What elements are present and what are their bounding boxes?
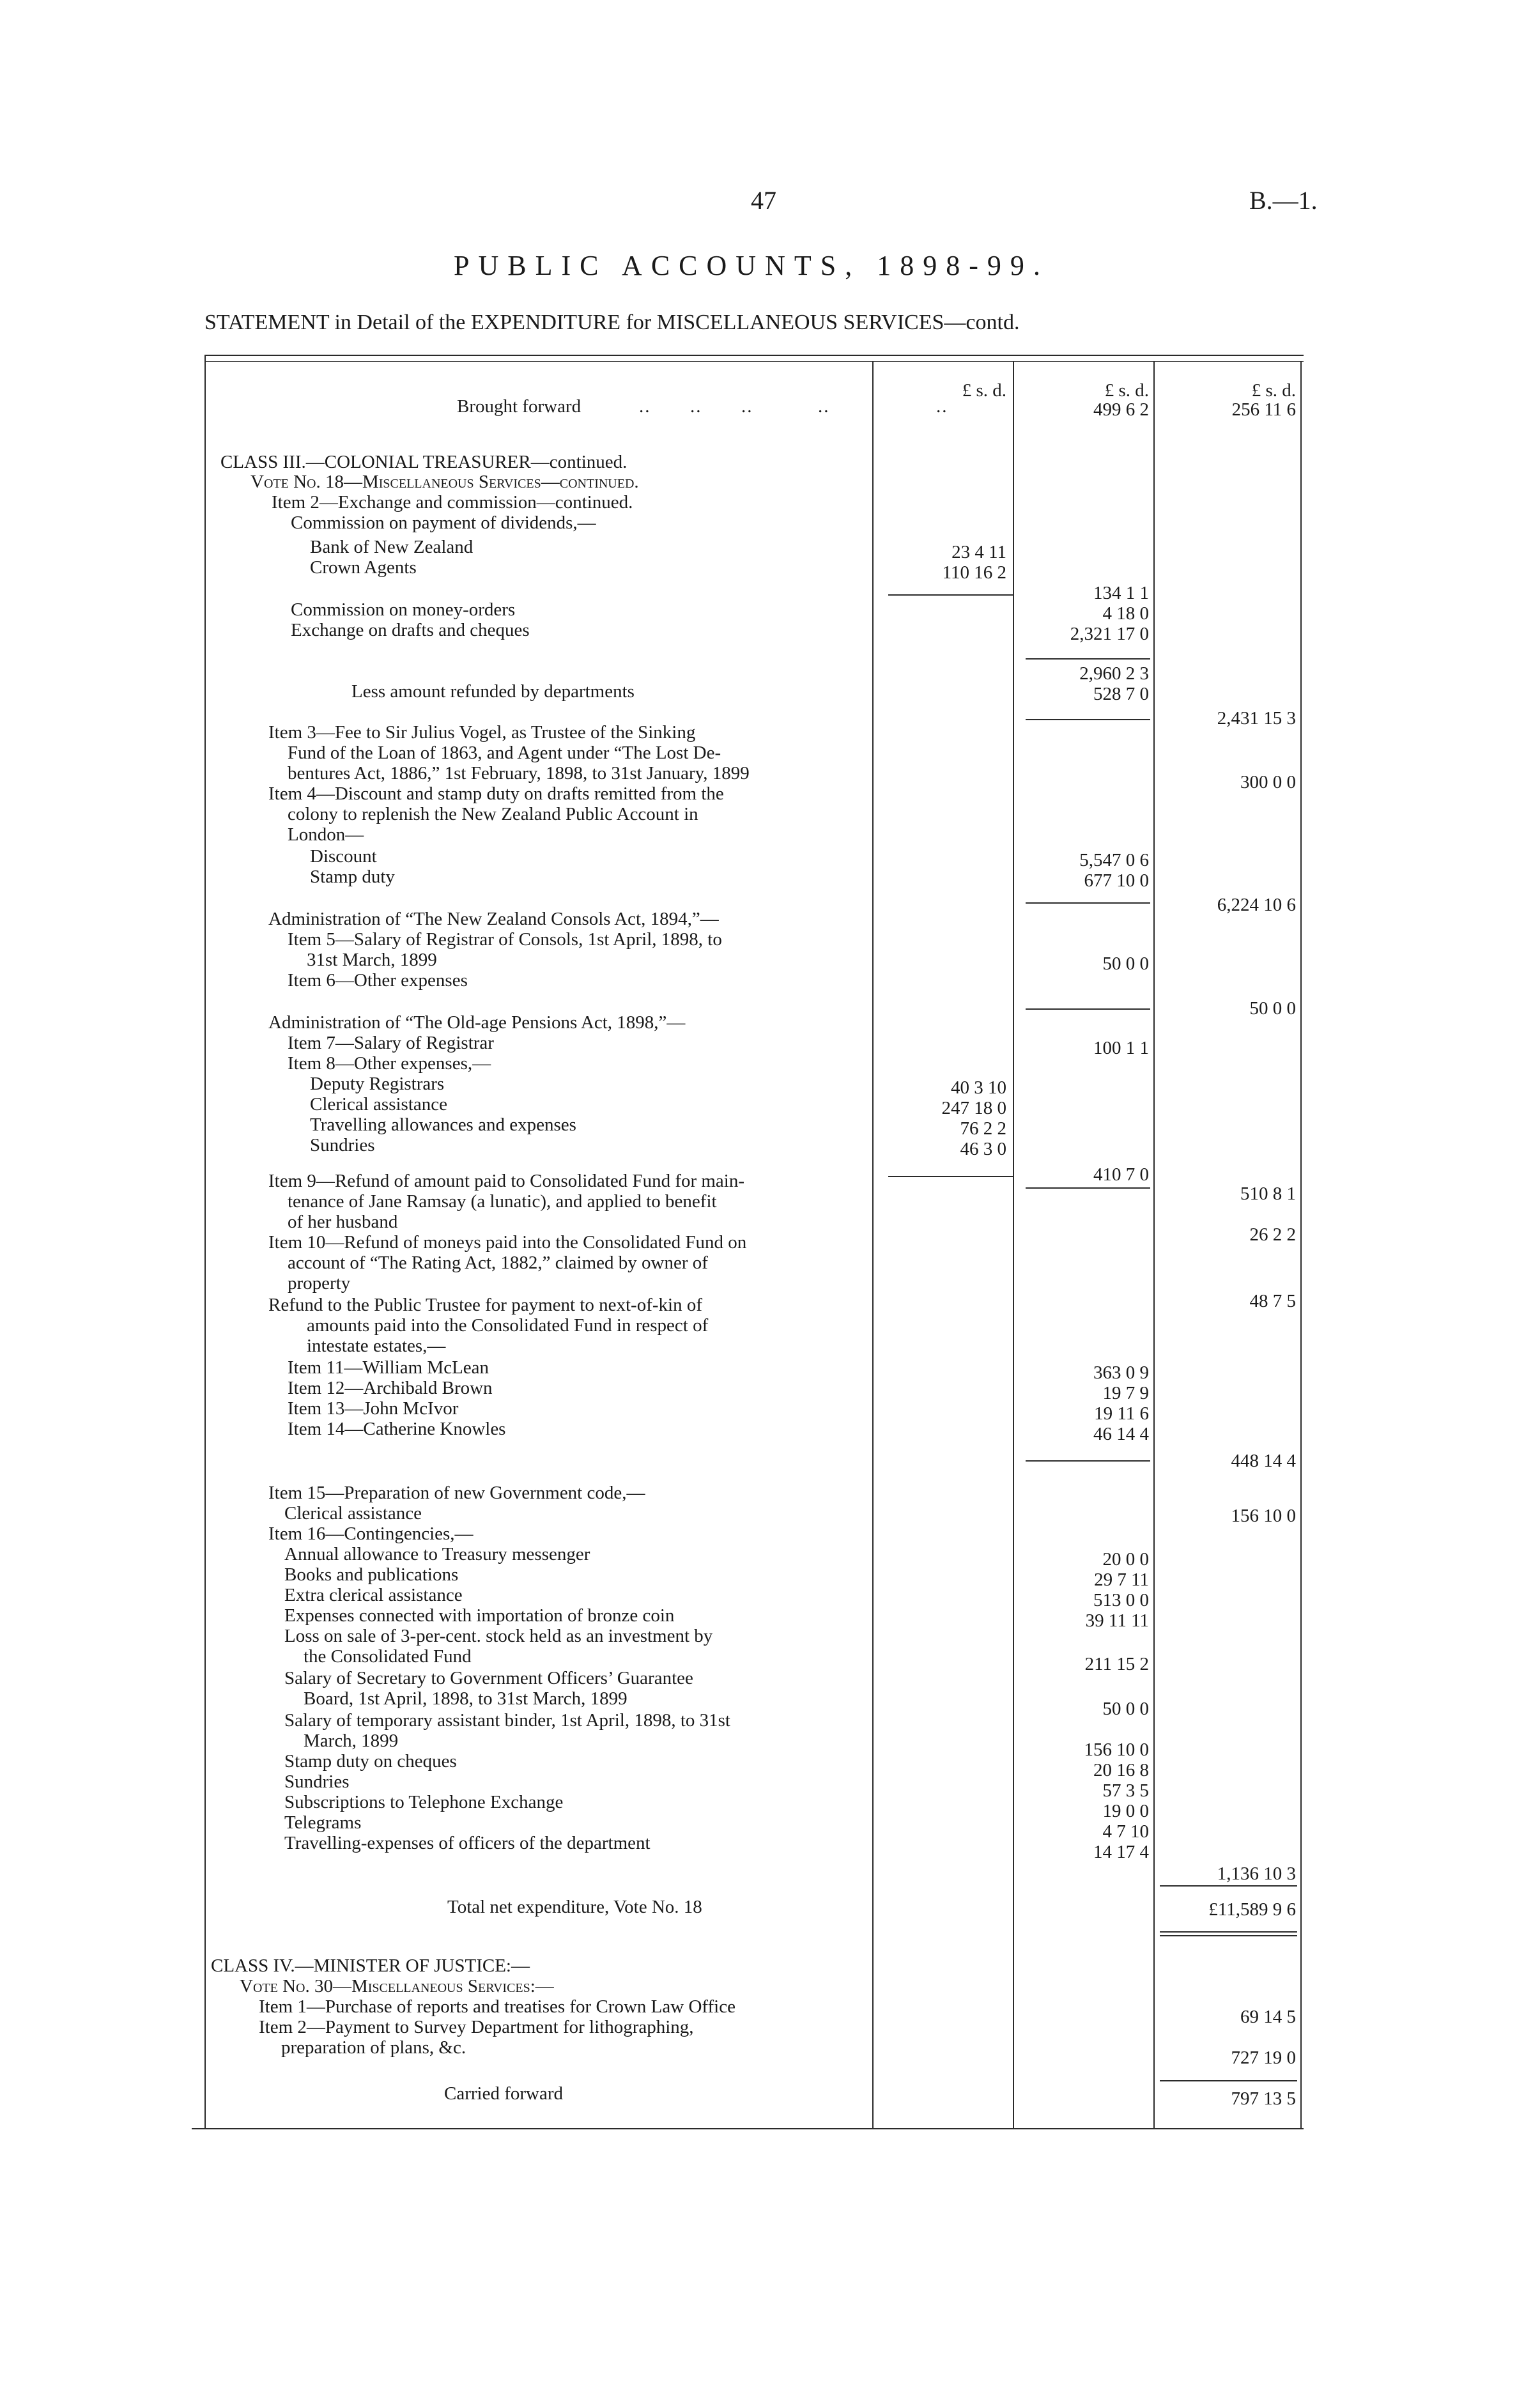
total-exchange-c2: 2,960 2 3 (1079, 663, 1149, 684)
item12-label: Item 12—Archibald Brown (288, 1378, 493, 1398)
discount-c2: 5,547 0 6 (1079, 850, 1149, 870)
column-header-1: £ s. d. (962, 380, 1006, 401)
trustee-refund-line-1: Refund to the Public Trustee for payment to next-of-kin of (268, 1295, 702, 1315)
travelling-label: Travelling allowances and expenses (310, 1115, 576, 1135)
stamp-duty-label: Stamp duty (310, 867, 395, 887)
telephone-label: Subscriptions to Telephone Exchange (284, 1792, 564, 1812)
discount-label: Discount (310, 846, 377, 867)
item3-line-3: bentures Act, 1886,” 1st February, 1898, to 31st January, 1899 (288, 763, 750, 783)
travelling-c1: 76 2 2 (960, 1118, 1006, 1139)
books-c2: 29 7 11 (1094, 1570, 1149, 1590)
trustee-total-c3: 448 14 4 (1231, 1451, 1296, 1471)
money-orders-label: Commission on money-orders (291, 599, 516, 620)
item11-label: Item 11—William McLean (288, 1357, 489, 1378)
trustee-refund-line-2: amounts paid into the Consolidated Fund in respect of (307, 1315, 709, 1336)
item9-line-2: tenance of Jane Ramsay (a lunatic), and applied to benefit (288, 1191, 717, 1212)
salary-binder-c2: 156 10 0 (1084, 1740, 1149, 1760)
sundries16-label: Sundries (284, 1771, 350, 1792)
item3-c3: 300 0 0 (1240, 772, 1296, 792)
page-title: PUBLIC ACCOUNTS, 1898-99. (454, 250, 1049, 281)
bnz-label: Bank of New Zealand (310, 537, 474, 557)
subtotal-dividends-c2: 134 1 1 (1093, 583, 1149, 603)
item4-line-1: Item 4—Discount and stamp duty on drafts remitted from the (268, 783, 724, 804)
sundries16-c2: 57 3 5 (1102, 1780, 1149, 1801)
justice-item2-line-2: preparation of plans, &c. (281, 2037, 466, 2058)
annual-allowance-label: Annual allowance to Treasury messenger (284, 1544, 590, 1564)
stamp-duty-c2: 677 10 0 (1084, 870, 1149, 891)
consols-total-c3: 50 0 0 (1249, 998, 1296, 1019)
consols-admin-heading: Administration of “The New Zealand Consols Act, 1894,”— (268, 909, 719, 929)
item10-line-3: property (288, 1273, 351, 1293)
item5-c2: 50 0 0 (1102, 953, 1149, 974)
pensions-admin-heading: Administration of “The Old-age Pensions Act, 1898,”— (268, 1012, 686, 1033)
net-item2-c3: 2,431 15 3 (1217, 708, 1296, 729)
item7-label: Item 7—Salary of Registrar (288, 1033, 494, 1053)
stamp-cheques-c2: 20 16 8 (1093, 1760, 1149, 1780)
item10-line-2: account of “The Rating Act, 1882,” claimed by owner of (288, 1253, 708, 1273)
justice-item1-c3: 69 14 5 (1240, 2007, 1296, 2027)
item2-heading: Item 2—Exchange and commission—continued. (272, 492, 633, 513)
justice-item1-label: Item 1—Purchase of reports and treatises for Crown Law Office (259, 1996, 735, 2017)
page-number: 47 (751, 186, 776, 215)
annual-allowance-c2: 20 0 0 (1102, 1549, 1149, 1570)
item4-line-2: colony to replenish the New Zealand Public Account in (288, 804, 698, 824)
column-header-3: £ s. d. (1251, 380, 1296, 401)
item13-c2: 19 11 6 (1094, 1403, 1149, 1424)
loss-stock-c2: 211 15 2 (1084, 1654, 1149, 1674)
money-orders-c2: 4 18 0 (1102, 603, 1149, 624)
item14-label: Item 14—Catherine Knowles (288, 1419, 506, 1439)
class4-heading: CLASS IV.—MINISTER OF JUSTICE:— (211, 1956, 530, 1976)
item3-line-1: Item 3—Fee to Sir Julius Vogel, as Trustee of the Sinking (268, 722, 696, 743)
crown-agents-label: Crown Agents (310, 557, 417, 578)
bronze-c2: 39 11 11 (1085, 1610, 1149, 1631)
exchange-drafts-c2: 2,321 17 0 (1070, 624, 1149, 644)
sundries8-c1: 46 3 0 (960, 1139, 1006, 1159)
vote30-heading: Vote No. 30—Miscellaneous Services:— (240, 1976, 554, 1996)
vote18-heading: Vote No. 18—Miscellaneous Services—continued. (250, 472, 639, 492)
total-net-c3: £11,589 9 6 (1208, 1899, 1296, 1920)
leader-dots: .. (690, 396, 702, 417)
item5-line-1: Item 5—Salary of Registrar of Consols, 1st April, 1898, to (288, 929, 722, 950)
commission-dividends: Commission on payment of dividends,— (291, 513, 596, 533)
carried-forward-label: Carried forward (444, 2083, 563, 2104)
deputy-c1: 40 3 10 (951, 1077, 1006, 1098)
total-net-label: Total net expenditure, Vote No. 18 (447, 1897, 702, 1917)
deputy-label: Deputy Registrars (310, 1074, 445, 1094)
bronze-label: Expenses connected with importation of bronze coin (284, 1605, 675, 1626)
item9-line-3: of her husband (288, 1212, 398, 1232)
column-header-2: £ s. d. (1104, 380, 1149, 401)
telegrams-label: Telegrams (284, 1812, 362, 1833)
item6-label: Item 6—Other expenses (288, 970, 468, 991)
bnz-c1: 23 4 11 (951, 542, 1006, 562)
leader-dots: .. (936, 396, 948, 417)
leader-dots: .. (639, 396, 651, 417)
exchange-drafts-label: Exchange on drafts and cheques (291, 620, 530, 640)
trustee-refund-line-3: intestate estates,— (307, 1336, 446, 1356)
item12-c2: 19 7 9 (1102, 1383, 1149, 1403)
item8-total-c2: 410 7 0 (1093, 1164, 1149, 1185)
leader-dots: .. (818, 396, 830, 417)
less-refunded-label: Less amount refunded by departments (351, 681, 635, 702)
salary-guarantee-line-1: Salary of Secretary to Government Officers’ Guarantee (284, 1668, 693, 1688)
salary-binder-line-1: Salary of temporary assistant binder, 1st April, 1898, to 31st (284, 1710, 730, 1731)
travel-officers-label: Travelling-expenses of officers of the department (284, 1833, 651, 1853)
travel-officers-c2: 14 17 4 (1093, 1842, 1149, 1862)
brought-forward-label: Brought forward (457, 396, 581, 417)
justice-item2-c3: 727 19 0 (1231, 2048, 1296, 2068)
books-label: Books and publications (284, 1564, 459, 1585)
telephone-c2: 19 0 0 (1102, 1801, 1149, 1821)
salary-guarantee-line-2: Board, 1st April, 1898, to 31st March, 1899 (304, 1688, 628, 1709)
sundries8-label: Sundries (310, 1135, 375, 1155)
clerical15-c3: 156 10 0 (1231, 1506, 1296, 1526)
justice-item2-line-1: Item 2—Payment to Survey Department for lithographing, (259, 2017, 694, 2037)
item4-total-c3: 6,224 10 6 (1217, 895, 1296, 915)
pensions-total-c3: 510 8 1 (1240, 1184, 1296, 1204)
loss-stock-line-2: the Consolidated Fund (304, 1646, 472, 1667)
item3-line-2: Fund of the Loan of 1863, and Agent under “The Lost De- (288, 743, 721, 763)
loss-stock-line-1: Loss on sale of 3-per-cent. stock held as an investment by (284, 1626, 713, 1646)
item10-line-1: Item 10—Refund of moneys paid into the Consolidated Fund on (268, 1232, 747, 1253)
item16-total-c3: 1,136 10 3 (1217, 1864, 1296, 1884)
item4-line-3: London— (288, 824, 364, 845)
salary-guarantee-c2: 50 0 0 (1102, 1699, 1149, 1719)
item9-line-1: Item 9—Refund of amount paid to Consolidated Fund for main- (268, 1171, 745, 1191)
extra-clerical-c2: 513 0 0 (1093, 1590, 1149, 1610)
item15-heading: Item 15—Preparation of new Government code,— (268, 1483, 645, 1503)
clerical15-label: Clerical assistance (284, 1503, 422, 1524)
item13-label: Item 13—John McIvor (288, 1398, 459, 1419)
class3-heading: CLASS III.—COLONIAL TREASURER—continued. (220, 452, 628, 472)
brought-forward-c2: 499 6 2 (1093, 399, 1149, 420)
salary-binder-line-2: March, 1899 (304, 1731, 399, 1751)
item11-c2: 363 0 9 (1093, 1362, 1149, 1383)
document-reference: B.—1. (1249, 186, 1318, 215)
item14-c2: 46 14 4 (1093, 1424, 1149, 1444)
item7-c2: 100 1 1 (1093, 1038, 1149, 1058)
stamp-cheques-label: Stamp duty on cheques (284, 1751, 457, 1771)
page-subtitle: STATEMENT in Detail of the EXPENDITURE for MISCELLANEOUS SERVICES—contd. (204, 311, 1020, 334)
item8-heading: Item 8—Other expenses,— (288, 1053, 491, 1074)
crown-agents-c1: 110 16 2 (942, 562, 1006, 583)
leader-dots: .. (741, 396, 753, 417)
item10-c3: 48 7 5 (1249, 1291, 1296, 1311)
clerical-c1: 247 18 0 (941, 1098, 1006, 1118)
item16-heading: Item 16—Contingencies,— (268, 1524, 474, 1544)
less-refunded-c2: 528 7 0 (1093, 684, 1149, 704)
item9-c3: 26 2 2 (1249, 1224, 1296, 1245)
brought-forward-c3: 256 11 6 (1231, 399, 1296, 420)
telegrams-c2: 4 7 10 (1102, 1821, 1149, 1842)
clerical-label: Clerical assistance (310, 1094, 447, 1115)
item5-line-2: 31st March, 1899 (307, 950, 437, 970)
extra-clerical-label: Extra clerical assistance (284, 1585, 463, 1605)
carried-forward-c3: 797 13 5 (1231, 2088, 1296, 2109)
